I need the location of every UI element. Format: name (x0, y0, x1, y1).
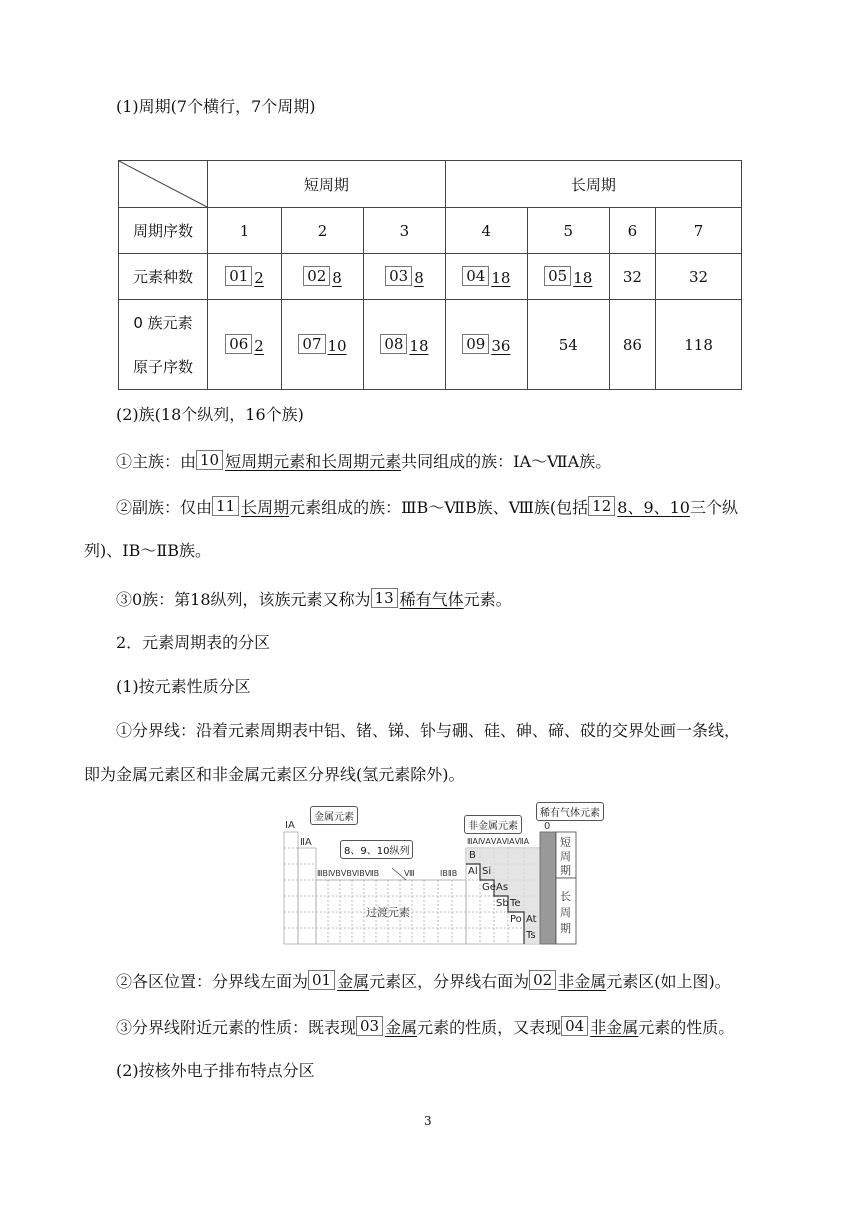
long-period-char: 期 (560, 922, 571, 935)
region-answer2: 非金属 (558, 972, 607, 991)
element-count-cell: 32 (656, 254, 742, 300)
transition-label: 过渡元素 (366, 906, 410, 919)
heading-groups: (2)族(18个纵列，16个族) (116, 405, 304, 424)
heading-periods: (1)周期(7个横行，7个周期) (116, 97, 316, 116)
page-number: 3 (424, 1114, 432, 1128)
boundary-line1: ①分界线：沿着元素周期表中铝、锗、锑、钋与硼、硅、砷、碲、砹的交界处画一条线， (116, 721, 741, 740)
region-line (116, 970, 816, 993)
long-period-char: 长 (560, 890, 571, 903)
zero-group-cell (363, 300, 445, 390)
groups-A-label: ⅢAⅣAⅤAⅥAⅦA (467, 837, 530, 846)
noble-gas-tag: 稀有气体元素 (536, 802, 604, 821)
metal-tag: 金属元素 (310, 806, 358, 825)
answer-text: 2 (254, 269, 264, 287)
sub-group-line (116, 496, 816, 519)
period-number-label: 周期序数 (119, 208, 208, 254)
element-Si: Si (482, 866, 492, 877)
region-suffix: 元素区(如上图)。 (606, 972, 731, 991)
answer-box: 12 (588, 496, 615, 516)
element-Ge: Ge (482, 882, 496, 893)
answer-box: 11 (212, 496, 239, 516)
answer-text: 18 (573, 269, 593, 287)
element-Te: Te (510, 898, 521, 909)
period-number: 2 (282, 208, 364, 254)
element-count-cell (208, 254, 282, 300)
period-table (118, 160, 742, 390)
zero-group-cell (282, 300, 364, 390)
zero-group-cell (445, 300, 527, 390)
period-number: 6 (609, 208, 655, 254)
element-Al: Al (468, 866, 478, 877)
answer-box: 01 (225, 266, 252, 286)
zero-group-cell (208, 300, 282, 390)
short-period-header: 短周期 (208, 161, 446, 208)
answer-box: 07 (298, 334, 325, 354)
answer-text: 10 (327, 337, 347, 355)
answer-box: 06 (225, 334, 252, 354)
period-number: 1 (208, 208, 282, 254)
short-period-char: 周 (560, 850, 571, 863)
answer-box: 08 (380, 334, 407, 354)
zero-group-cell: 118 (656, 300, 742, 390)
groups-IB-IIB-label: ⅠBⅡB (440, 869, 458, 878)
element-count-cell (282, 254, 364, 300)
answer-box: 03 (356, 1016, 383, 1036)
zero-group-label-line1: 0 族元素 (133, 313, 193, 332)
answer-text: 8 (414, 269, 424, 287)
main-group-line (116, 450, 816, 473)
answer-box: 10 (196, 450, 223, 470)
sub-group-answer: 长周期 (241, 498, 290, 517)
period-number: 3 (363, 208, 445, 254)
element-count-cell (527, 254, 609, 300)
element-Ts: Ts (526, 930, 536, 941)
period-number: 7 (656, 208, 742, 254)
groups-B-label: ⅢBⅣBⅤBⅥBⅦB (317, 869, 380, 878)
periodic-table-figure (282, 800, 600, 946)
element-count-cell (445, 254, 527, 300)
property-suffix: 元素的性质。 (638, 1018, 735, 1037)
sub-group-suffix: 三个纵 (690, 498, 739, 517)
property-answer2: 非金属 (590, 1018, 639, 1037)
answer-text: 18 (491, 269, 511, 287)
main-group-prefix: ①主族：由 (116, 452, 197, 471)
property-prefix: ③分界线附近元素的性质：既表现 (116, 1018, 357, 1037)
answer-text: 18 (409, 337, 429, 355)
element-count-label: 元素种数 (119, 254, 208, 300)
short-period-char: 短 (560, 836, 571, 849)
zero-group-label-line2: 原子序数 (132, 357, 193, 376)
sub-group-answer2: 8、9、10 (617, 498, 690, 517)
element-Sb: Sb (496, 898, 509, 909)
zero-group-cell: 54 (527, 300, 609, 390)
answer-box: 04 (462, 266, 489, 286)
long-period-char: 周 (560, 906, 571, 919)
property-answer: 金属 (385, 1018, 418, 1037)
element-count-cell: 32 (609, 254, 655, 300)
zero-group-cell: 86 (609, 300, 655, 390)
property-line (116, 1016, 816, 1039)
zero-group-line (116, 588, 816, 611)
region-answer: 金属 (337, 972, 370, 991)
answer-box: 13 (371, 588, 398, 608)
group-IA-label: ⅠA (285, 820, 295, 831)
group-IIA-label: ⅡA (300, 837, 312, 848)
section-title: 2．元素周期表的分区 (116, 633, 271, 652)
property-mid: 元素的性质，又表现 (417, 1018, 562, 1037)
region-mid: 元素区，分界线右面为 (369, 972, 530, 991)
period-number: 4 (445, 208, 527, 254)
columns-8-9-10-tag: 8、9、10纵列 (340, 840, 413, 859)
element-As: As (496, 882, 509, 893)
zero-group-prefix: ③0族：第18纵列，该族元素又称为 (116, 590, 371, 609)
group-VIII-label: Ⅷ (404, 869, 415, 878)
main-group-suffix: 共同组成的族：ⅠA～ⅦA族。 (401, 452, 612, 471)
period-number: 5 (527, 208, 609, 254)
element-B: B (469, 850, 476, 861)
heading-by-electron: (2)按核外电子排布特点分区 (116, 1061, 315, 1080)
answer-box: 09 (462, 334, 489, 354)
answer-text: 8 (332, 269, 342, 287)
answer-text: 2 (254, 337, 264, 355)
element-Po: Po (510, 914, 522, 925)
zero-group-label (119, 300, 208, 390)
element-At: At (526, 914, 537, 925)
answer-box: 01 (308, 970, 335, 990)
boundary-line2: 即为金属元素区和非金属元素区分界线(氢元素除外)。 (84, 765, 465, 784)
sub-group-mid: 元素组成的族：ⅢB～ⅦB族、Ⅷ族(包括 (289, 498, 589, 517)
zero-group-suffix: 元素。 (463, 590, 512, 609)
region-prefix: ②各区位置：分界线左面为 (116, 972, 309, 991)
long-period-header: 长周期 (445, 161, 741, 208)
answer-box: 05 (544, 266, 571, 286)
answer-box: 02 (529, 970, 556, 990)
element-count-cell (363, 254, 445, 300)
answer-text: 36 (491, 337, 511, 355)
answer-box: 02 (303, 266, 330, 286)
main-group-answer: 短周期元素和长周期元素 (225, 452, 402, 471)
group-0-label: 0 (544, 821, 551, 832)
sub-group-prefix: ②副族：仅由 (116, 498, 213, 517)
short-period-char: 期 (560, 864, 571, 877)
answer-box: 03 (385, 266, 412, 286)
diagonal-header-cell (119, 161, 208, 208)
zero-group-answer: 稀有气体 (399, 590, 464, 609)
answer-box: 04 (561, 1016, 588, 1036)
sub-group-line2: 列)、ⅠB～ⅡB族。 (84, 541, 211, 560)
heading-by-property: (1)按元素性质分区 (116, 677, 251, 696)
nonmetal-tag: 非金属元素 (464, 815, 522, 834)
